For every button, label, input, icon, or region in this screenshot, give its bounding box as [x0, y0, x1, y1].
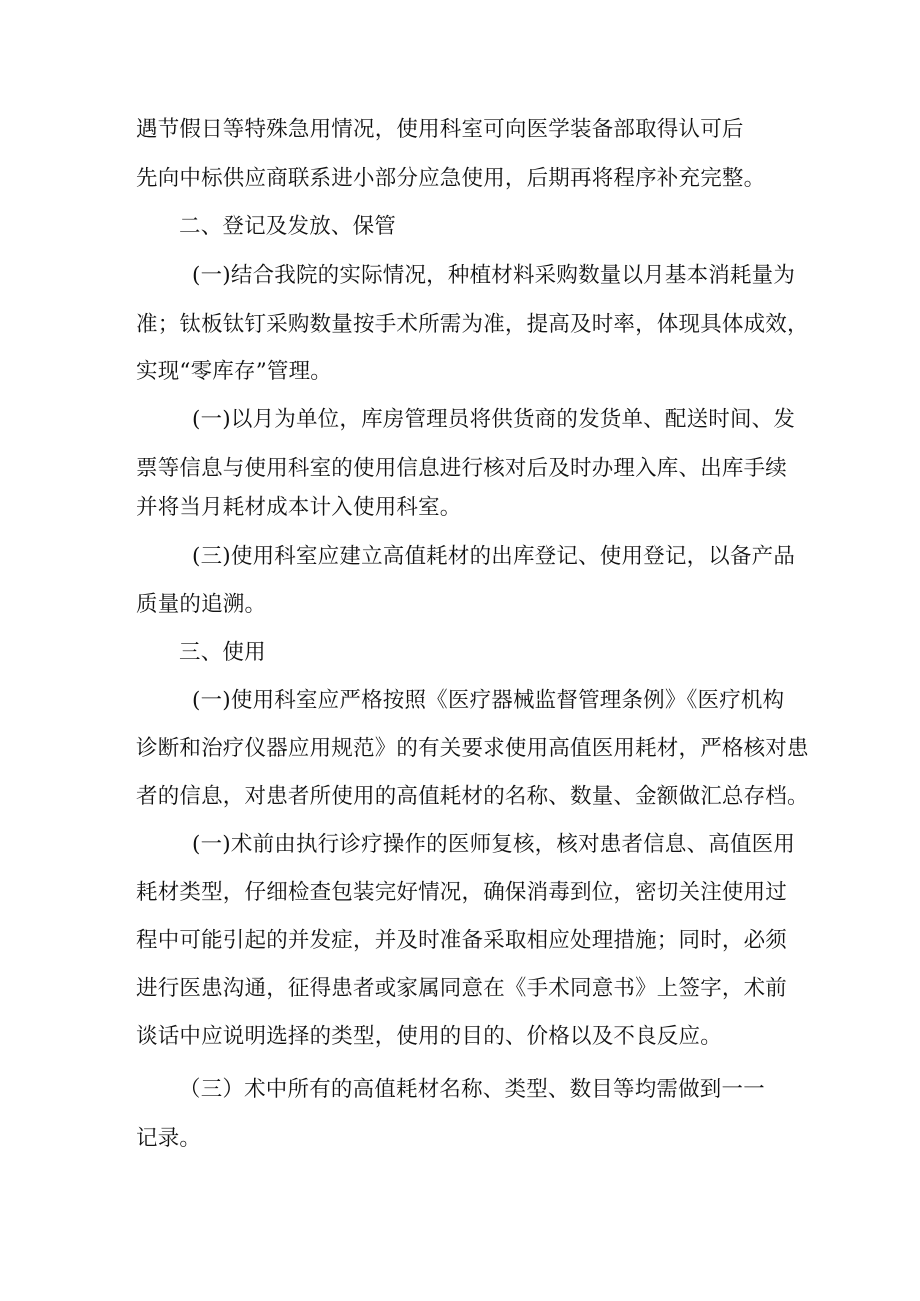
section-heading: 三、使用 — [179, 640, 266, 665]
text-line: (一)结合我院的实际情况，种植材料采购数量以月基本消耗量为 — [192, 263, 796, 288]
text-line: 遇节假日等特殊急用情况，使用科室可向医学装备部取得认可后 — [136, 117, 744, 142]
text-line: (一)术前由执行诊疗操作的医师复核，核对患者信息、高值医用 — [192, 832, 796, 857]
text-line: 耗材类型，仔细检查包装完好情况，确保消毒到位，密切关注使用过 — [136, 880, 788, 905]
text-line: 记录。 — [136, 1126, 202, 1151]
text-line: 票等信息与使用科室的使用信息进行核对后及时办理入库、出库手续 — [136, 456, 788, 481]
text-line: 谈话中应说明选择的类型，使用的目的、价格以及不良反应。 — [136, 1024, 722, 1049]
text-line: 质量的追溯。 — [136, 592, 267, 617]
text-line: (三)使用科室应建立高值耗材的出库登记、使用登记，以备产品 — [192, 544, 796, 569]
text-line: (一)使用科室应严格按照《医疗器械监督管理条例》《医疗机构 — [192, 688, 785, 713]
text-line: （三）术中所有的高值耗材名称、类型、数目等均需做到一一 — [179, 1077, 765, 1102]
text-line: 准；钛板钛钉采购数量按手术所需为准，提高及时率，体现具体成效， — [136, 312, 809, 337]
text-line: 先向中标供应商联系进小部分应急使用，后期再将程序补充完整。 — [136, 166, 766, 191]
text-line: 并将当月耗材成本计入使用科室。 — [136, 495, 462, 520]
text-line: 进行医患沟通，征得患者或家属同意在《手术同意书》上签字，术前 — [136, 976, 788, 1001]
section-heading: 二、登记及发放、保管 — [179, 214, 397, 239]
text-line: 者的信息，对患者所使用的高值耗材的名称、数量、金额做汇总存档。 — [136, 784, 809, 809]
text-line: (一)以月为单位，库房管理员将供货商的发货单、配送时间、发 — [192, 407, 796, 432]
text-line: 程中可能引起的并发症，并及时准备采取相应处理措施；同时，必须 — [136, 928, 788, 953]
text-line: 实现“零库存”管理。 — [136, 359, 332, 384]
text-line: 诊断和治疗仪器应用规范》的有关要求使用高值医用耗材，严格核对患 — [136, 736, 809, 761]
